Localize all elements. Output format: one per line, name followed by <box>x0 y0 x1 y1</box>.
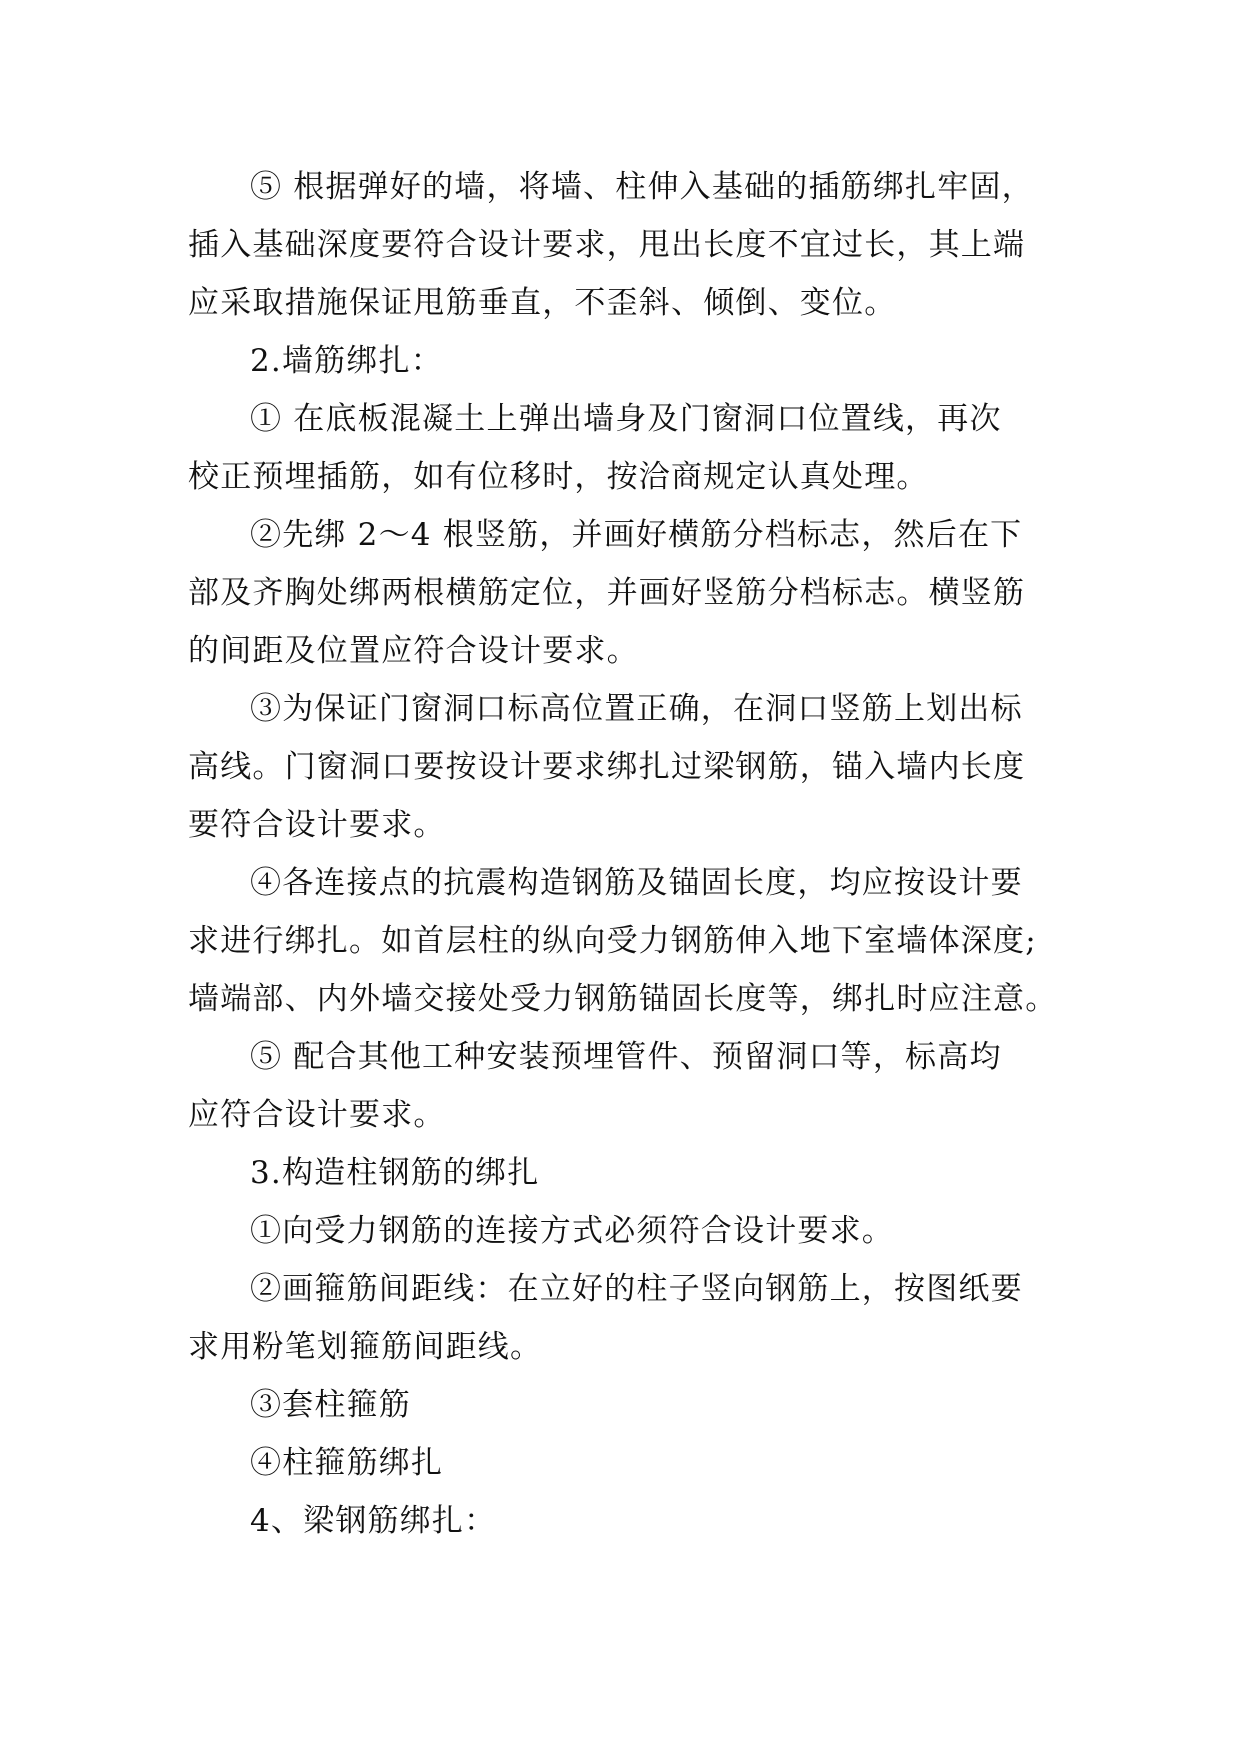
text-line: 应符合设计要求。 <box>188 1097 446 1133</box>
text-line: ⑤ 配合其他工种安装预埋管件、预留洞口等，标高均 <box>250 1039 1002 1075</box>
section-heading-column-rebar <box>188 1144 1063 1202</box>
paragraph-column-step-3 <box>188 1376 1063 1434</box>
paragraph-wall-step-2 <box>188 506 1063 680</box>
paragraph-wall-step-3 <box>188 680 1063 854</box>
text-line: ②先绑 2～4 根竖筋，并画好横筋分档标志，然后在下 <box>250 517 1023 553</box>
paragraph-wall-step-5 <box>188 1028 1063 1144</box>
paragraph-column-step-4 <box>188 1434 1063 1492</box>
text-line: 3.构造柱钢筋的绑扎 <box>250 1155 540 1191</box>
text-line: ③为保证门窗洞口标高位置正确，在洞口竖筋上划出标 <box>250 691 1023 727</box>
paragraph-tie-foundation-dowels <box>188 158 1063 332</box>
text-line: 高线。门窗洞口要按设计要求绑扎过梁钢筋，锚入墙内长度 <box>188 749 1026 785</box>
text-line: 墙端部、内外墙交接处受力钢筋锚固长度等，绑扎时应注意。 <box>188 981 1058 1017</box>
text-line: 的间距及位置应符合设计要求。 <box>188 633 639 669</box>
text-line: 要符合设计要求。 <box>188 807 446 843</box>
section-heading-beam-rebar <box>188 1492 1063 1550</box>
text-line: ④各连接点的抗震构造钢筋及锚固长度，均应按设计要 <box>250 865 1023 901</box>
paragraph-column-step-1 <box>188 1202 1063 1260</box>
text-line: 4、梁钢筋绑扎： <box>250 1503 497 1539</box>
text-line: 部及齐胸处绑两根横筋定位，并画好竖筋分档标志。横竖筋 <box>188 575 1026 611</box>
text-line: ① 在底板混凝土上弹出墙身及门窗洞口位置线，再次 <box>250 401 1002 437</box>
text-line: 应采取措施保证甩筋垂直，不歪斜、倾倒、变位。 <box>188 285 897 321</box>
text-line: ③套柱箍筋 <box>250 1387 411 1423</box>
paragraph-column-step-2 <box>188 1260 1063 1376</box>
text-line: ①向受力钢筋的连接方式必须符合设计要求。 <box>250 1213 894 1249</box>
paragraph-wall-step-4 <box>188 854 1063 1028</box>
text-line: ②画箍筋间距线：在立好的柱子竖向钢筋上，按图纸要 <box>250 1271 1023 1307</box>
section-heading-wall-rebar <box>188 332 1063 390</box>
text-line: 求用粉笔划箍筋间距线。 <box>188 1329 543 1365</box>
text-line: ④柱箍筋绑扎 <box>250 1445 444 1481</box>
document-body <box>188 158 1063 1550</box>
text-line: 插入基础深度要符合设计要求，甩出长度不宜过长，其上端 <box>188 227 1026 263</box>
text-line: 求进行绑扎。如首层柱的纵向受力钢筋伸入地下室墙体深度; <box>188 923 1037 959</box>
text-line: 校正预埋插筋，如有位移时，按洽商规定认真处理。 <box>188 459 929 495</box>
text-line: ⑤ 根据弹好的墙，将墙、柱伸入基础的插筋绑扎牢固， <box>250 169 1034 205</box>
text-line: 2.墙筋绑扎： <box>250 343 443 379</box>
paragraph-wall-step-1 <box>188 390 1063 506</box>
